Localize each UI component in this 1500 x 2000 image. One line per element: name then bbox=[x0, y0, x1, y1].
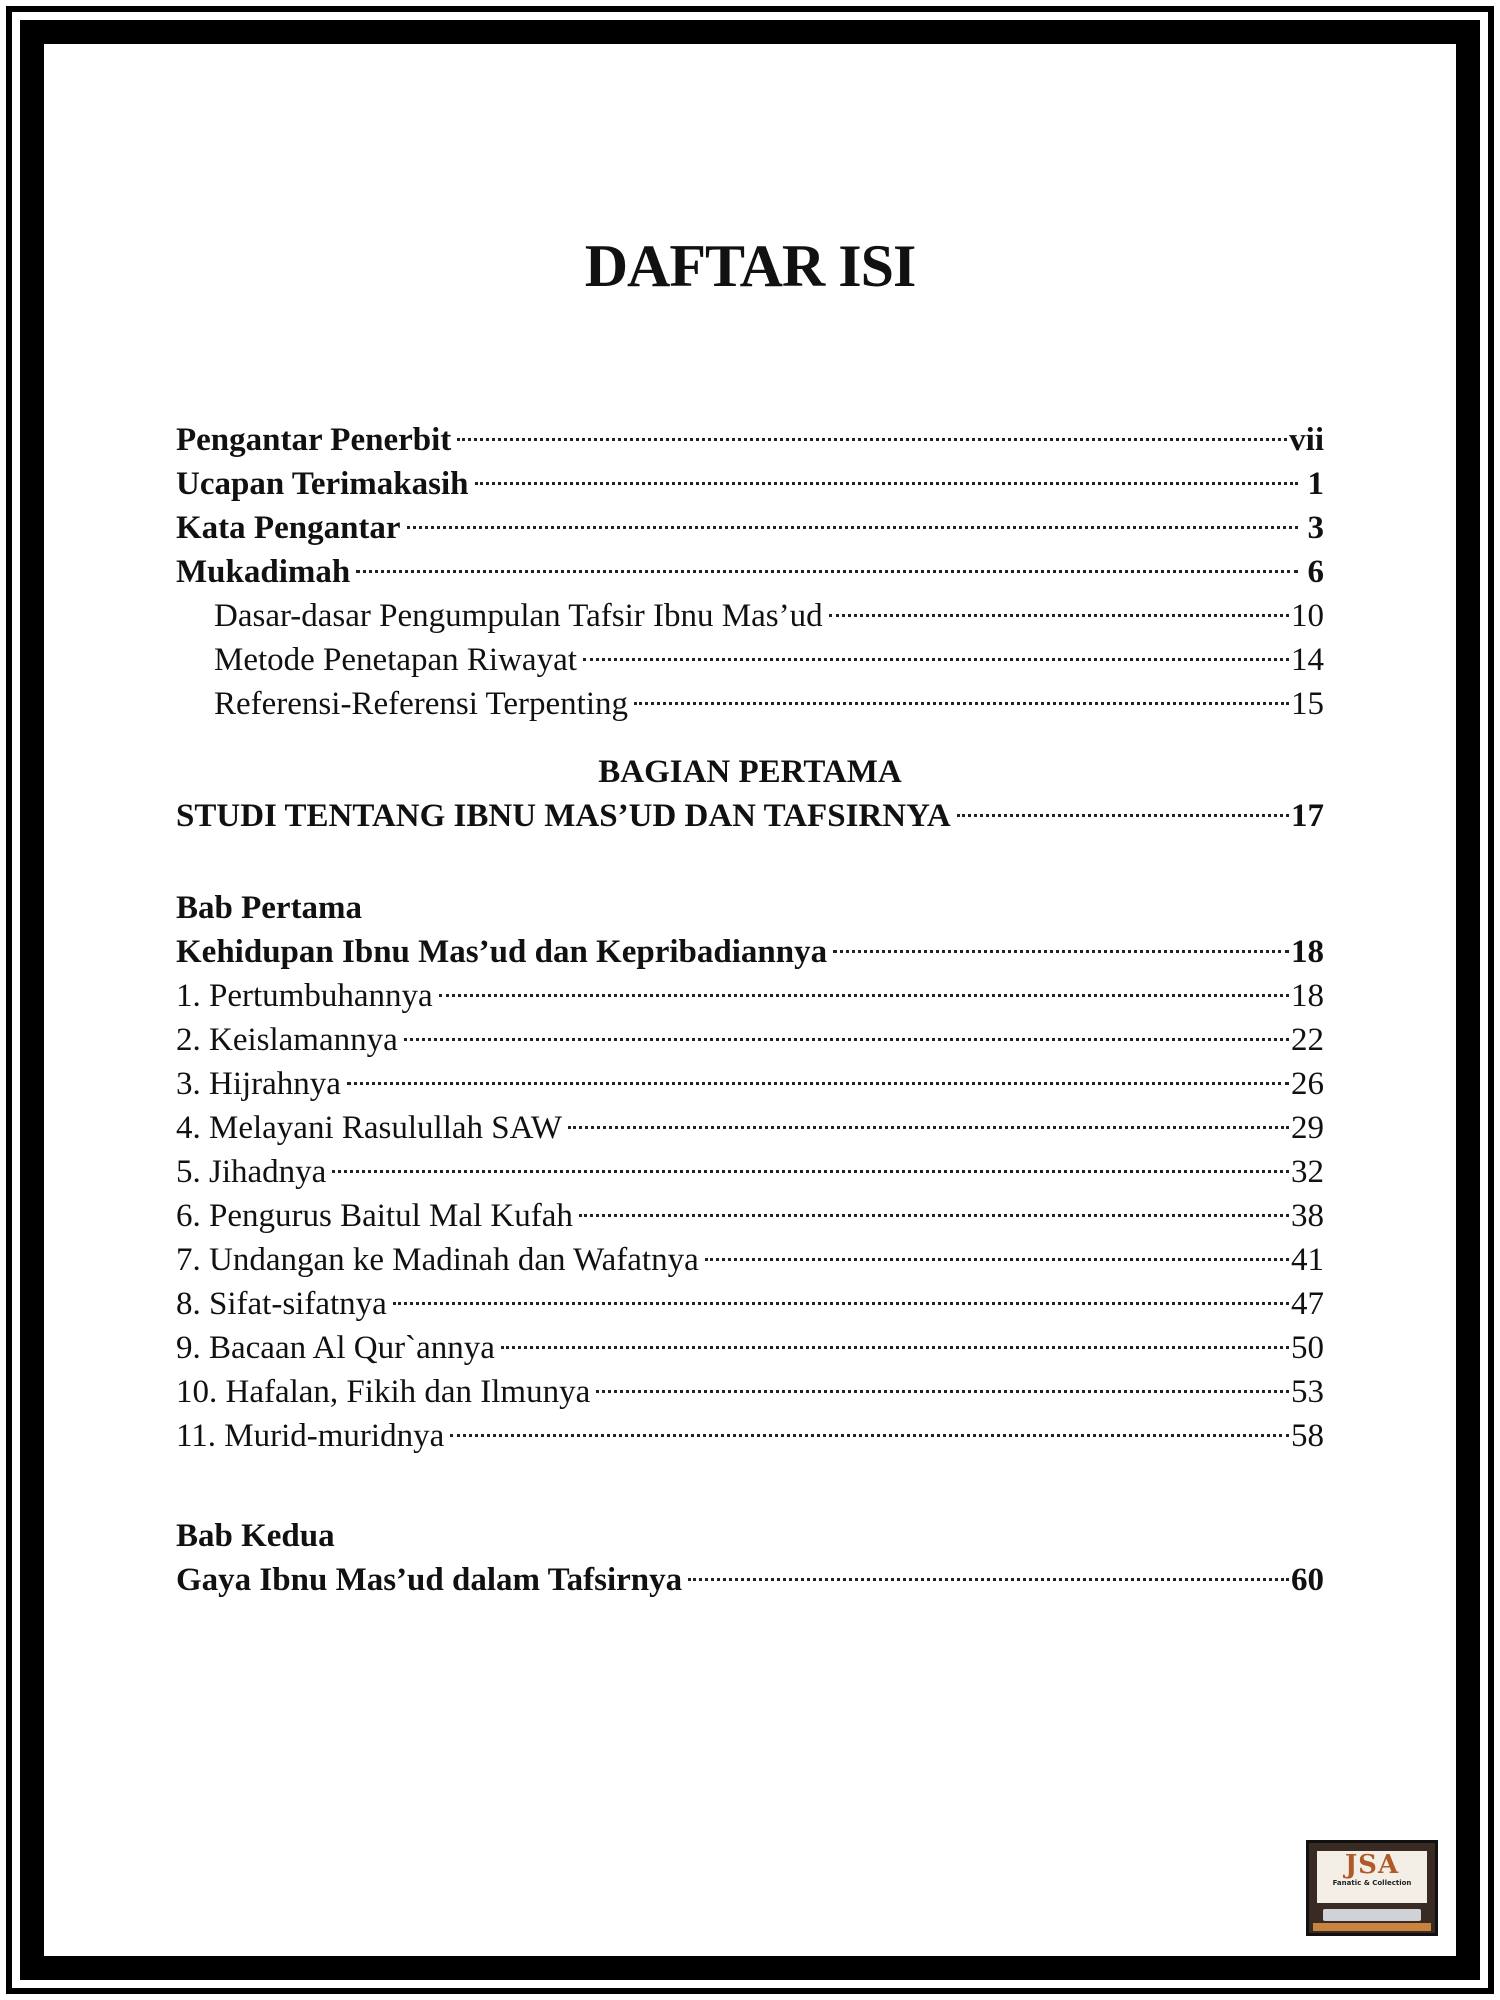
entry-page: 17 bbox=[1291, 798, 1324, 834]
entry-label: 11. Murid-muridnya bbox=[176, 1418, 445, 1454]
dot-leader bbox=[705, 1258, 1289, 1261]
keyboard-icon bbox=[1323, 1909, 1421, 1921]
dot-leader bbox=[407, 526, 1298, 529]
entry-label: 10. Hafalan, Fikih dan Ilmunya bbox=[176, 1374, 591, 1410]
publisher-logo bbox=[1306, 1840, 1438, 1936]
entry-page: 18 bbox=[1291, 934, 1324, 970]
toc-entry-kata-pengantar bbox=[176, 506, 1324, 550]
entry-page: 38 bbox=[1291, 1198, 1324, 1234]
entry-label: Ucapan Terimakasih bbox=[176, 466, 469, 502]
dot-leader bbox=[347, 1082, 1289, 1085]
chapter-heading: Bab Pertama bbox=[176, 890, 363, 926]
entry-page: 58 bbox=[1291, 1418, 1324, 1454]
dot-leader bbox=[332, 1170, 1289, 1173]
entry-page: 47 bbox=[1291, 1286, 1324, 1322]
dot-leader bbox=[450, 1434, 1289, 1437]
entry-page: 41 bbox=[1291, 1242, 1324, 1278]
entry-label: Referensi-Referensi Terpenting bbox=[214, 686, 628, 722]
entry-label: Pengantar Penerbit bbox=[176, 422, 452, 458]
dot-leader bbox=[579, 1214, 1289, 1217]
entry-label: 4. Melayani Rasulullah SAW bbox=[176, 1110, 562, 1146]
entry-page: 6 bbox=[1307, 554, 1324, 590]
toc-item bbox=[176, 1194, 1324, 1238]
toc-entry-mukadimah bbox=[176, 550, 1324, 594]
entry-label: 9. Bacaan Al Qur`annya bbox=[176, 1330, 495, 1366]
entry-page: 10 bbox=[1291, 598, 1324, 634]
entry-label: 6. Pengurus Baitul Mal Kufah bbox=[176, 1198, 573, 1234]
entry-page: 14 bbox=[1291, 642, 1324, 678]
entry-label: 1. Pertumbuhannya bbox=[176, 978, 433, 1014]
toc-entry-chapter-two bbox=[176, 1558, 1324, 1602]
dot-leader bbox=[688, 1578, 1289, 1581]
toc-item bbox=[176, 1370, 1324, 1414]
dot-leader bbox=[583, 658, 1289, 661]
dot-leader bbox=[475, 482, 1299, 485]
toc-subentry bbox=[176, 594, 1324, 638]
entry-label: 2. Keislamannya bbox=[176, 1022, 398, 1058]
desk-base bbox=[1313, 1923, 1431, 1931]
entry-label: 8. Sifat-sifatnya bbox=[176, 1286, 387, 1322]
logo-screen bbox=[1317, 1851, 1427, 1903]
part-heading: BAGIAN PERTAMA bbox=[598, 754, 902, 790]
entry-label: Kehidupan Ibnu Mas’ud dan Kepribadiannya bbox=[176, 934, 828, 970]
toc-subentry bbox=[176, 638, 1324, 682]
entry-label: 5. Jihadnya bbox=[176, 1154, 327, 1190]
toc-item bbox=[176, 1062, 1324, 1106]
toc-entry-chapter-one bbox=[176, 930, 1324, 974]
entry-page: 1 bbox=[1307, 466, 1324, 502]
dot-leader bbox=[356, 570, 1298, 573]
page-title: DAFTAR ISI bbox=[584, 233, 916, 299]
dot-leader bbox=[833, 950, 1289, 953]
entry-page: 53 bbox=[1291, 1374, 1324, 1410]
entry-page: 22 bbox=[1291, 1022, 1324, 1058]
dot-leader bbox=[501, 1346, 1289, 1349]
toc-item bbox=[176, 1326, 1324, 1370]
dot-leader bbox=[596, 1390, 1289, 1393]
logo-mark: JSA bbox=[1344, 1850, 1400, 1880]
entry-page: 3 bbox=[1307, 510, 1324, 546]
entry-label: Dasar-dasar Pengumpulan Tafsir Ibnu Mas’ud bbox=[214, 598, 823, 634]
dot-leader bbox=[829, 614, 1289, 617]
toc-entry-ucapan-terimakasih bbox=[176, 462, 1324, 506]
toc-item bbox=[176, 1018, 1324, 1062]
table-of-contents bbox=[176, 418, 1324, 1602]
toc-item bbox=[176, 1414, 1324, 1458]
entry-label: STUDI TENTANG IBNU MAS’UD DAN TAFSIRNYA bbox=[176, 798, 951, 834]
toc-item bbox=[176, 974, 1324, 1018]
toc-item bbox=[176, 1282, 1324, 1326]
dot-leader bbox=[393, 1302, 1289, 1305]
toc-subentry bbox=[176, 682, 1324, 726]
dot-leader bbox=[439, 994, 1289, 997]
entry-page: 26 bbox=[1291, 1066, 1324, 1102]
entry-label: Kata Pengantar bbox=[176, 510, 401, 546]
entry-page: 50 bbox=[1291, 1330, 1324, 1366]
dot-leader bbox=[404, 1038, 1289, 1041]
entry-label: 7. Undangan ke Madinah dan Wafatnya bbox=[176, 1242, 699, 1278]
entry-page: 18 bbox=[1291, 978, 1324, 1014]
entry-page: vii bbox=[1289, 422, 1324, 458]
entry-label: Gaya Ibnu Mas’ud dalam Tafsirnya bbox=[176, 1562, 683, 1598]
entry-page: 29 bbox=[1291, 1110, 1324, 1146]
entry-page: 32 bbox=[1291, 1154, 1324, 1190]
chapter-heading: Bab Kedua bbox=[176, 1518, 335, 1554]
toc-item bbox=[176, 1106, 1324, 1150]
entry-page: 15 bbox=[1291, 686, 1324, 722]
toc-item bbox=[176, 1150, 1324, 1194]
toc-item bbox=[176, 1238, 1324, 1282]
logo-tagline: Fanatic & Collection bbox=[1332, 1879, 1412, 1887]
dot-leader bbox=[634, 702, 1289, 705]
entry-page: 60 bbox=[1291, 1562, 1324, 1598]
entry-label: 3. Hijrahnya bbox=[176, 1066, 341, 1102]
toc-entry-part-one bbox=[176, 794, 1324, 838]
entry-label: Mukadimah bbox=[176, 554, 351, 590]
entry-label: Metode Penetapan Riwayat bbox=[214, 642, 577, 678]
dot-leader bbox=[457, 438, 1287, 441]
dot-leader bbox=[568, 1126, 1289, 1129]
toc-entry-pengantar-penerbit bbox=[176, 418, 1324, 462]
dot-leader bbox=[957, 814, 1289, 817]
